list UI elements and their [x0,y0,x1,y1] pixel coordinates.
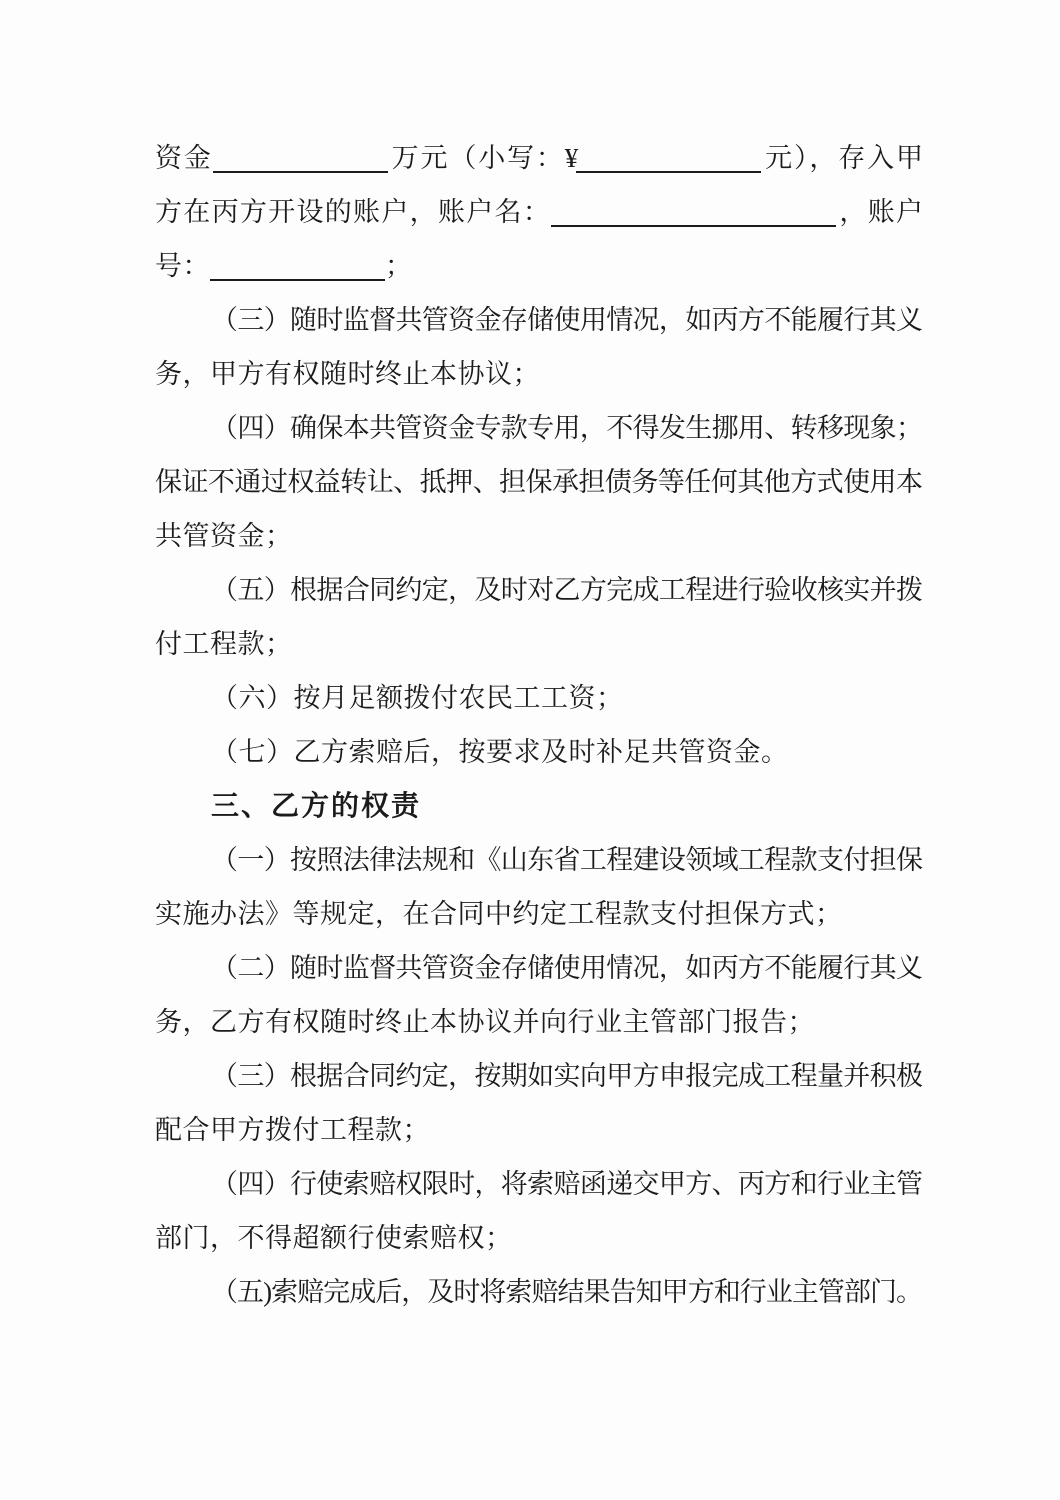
text-run: （三）根据合同约定，按期如实向甲方申报完成工程量并积极 [211,1061,921,1091]
text-run: 万元（小写：¥ [387,143,577,173]
line-clause-b2-2 [155,995,921,1049]
line-clause-b1-1 [155,833,921,887]
text-run: 付工程款； [155,629,293,659]
text-run: ，账户 [836,197,922,227]
text-run: （四）行使索赔权限时，将索赔函递交甲方、丙方和行业主管 [211,1169,921,1199]
fill-in-underline [576,163,761,173]
text-run: 保证不通过权益转让、抵押、担保承担债务等任何其他方式使用本 [155,467,921,497]
fill-in-underline [210,271,385,281]
text-run: （五）根据合同约定，及时对乙方完成工程进行验收核实并拨 [211,575,921,605]
line-clause-b2-1 [155,941,921,995]
line-clause-a6 [155,671,921,725]
text-run: 共管资金； [155,521,293,551]
line-clause-b4-1 [155,1157,921,1211]
line-clause-a7 [155,725,921,779]
text-run: 配合甲方拨付工程款； [155,1115,430,1145]
fill-in-underline [551,217,836,227]
text-run: （三）随时监督共管资金存储使用情况，如丙方不能履行其义 [211,305,921,335]
text-run: （六）按月足额拨付农民工工资； [211,683,624,713]
line-clause-a5-1 [155,563,921,617]
line-clause-b3-2 [155,1103,921,1157]
text-run: 实施办法》等规定，在合同中约定工程款支付担保方式； [155,899,843,929]
text-run: 部门，不得超额行使索赔权； [155,1223,513,1253]
text-run: 务，乙方有权随时终止本协议并向行业主管部门报告； [155,1007,815,1037]
text-run: 号： [155,251,210,281]
text-run: ； [385,251,413,281]
line-clause-b3-1 [155,1049,921,1103]
line-clause-b5 [155,1265,921,1319]
text-run: （四）确保本共管资金专款专用，不得发生挪用、转移现象； [211,413,921,443]
line-clause-a5-2 [155,617,921,671]
line-clause-b4-2 [155,1211,921,1265]
section-heading-party-b [155,779,921,833]
line-clause-a4-3 [155,509,921,563]
line-clause-a4-2 [155,455,921,509]
text-run: （二）随时监督共管资金存储使用情况，如丙方不能履行其义 [211,953,921,983]
text-run: （一）按照法律法规和《山东省工程建设领域工程款支付担保 [211,845,921,875]
line-account-name [155,185,921,239]
line-clause-a3-2 [155,347,921,401]
heading-text: 三、乙方的权责 [211,790,422,821]
text-run: 务，甲方有权随时终止本协议； [155,359,540,389]
text-run: （七）乙方索赔后，按要求及时补足共管资金。 [211,737,789,767]
line-clause-a3-1 [155,293,921,347]
line-clause-b1-2 [155,887,921,941]
fill-in-underline [213,163,388,173]
text-run: 元），存入甲 [761,143,922,173]
line-clause-a4-1 [155,401,921,455]
text-run: （五)索赔完成后，及时将索赔结果告知甲方和行业主管部门。 [211,1277,921,1307]
text-run: 资金 [155,143,213,173]
text-run: 方在丙方开设的账户，账户名： [155,197,552,227]
document-body [155,131,921,1319]
line-funds-amount [155,131,921,185]
line-account-number [155,239,921,293]
